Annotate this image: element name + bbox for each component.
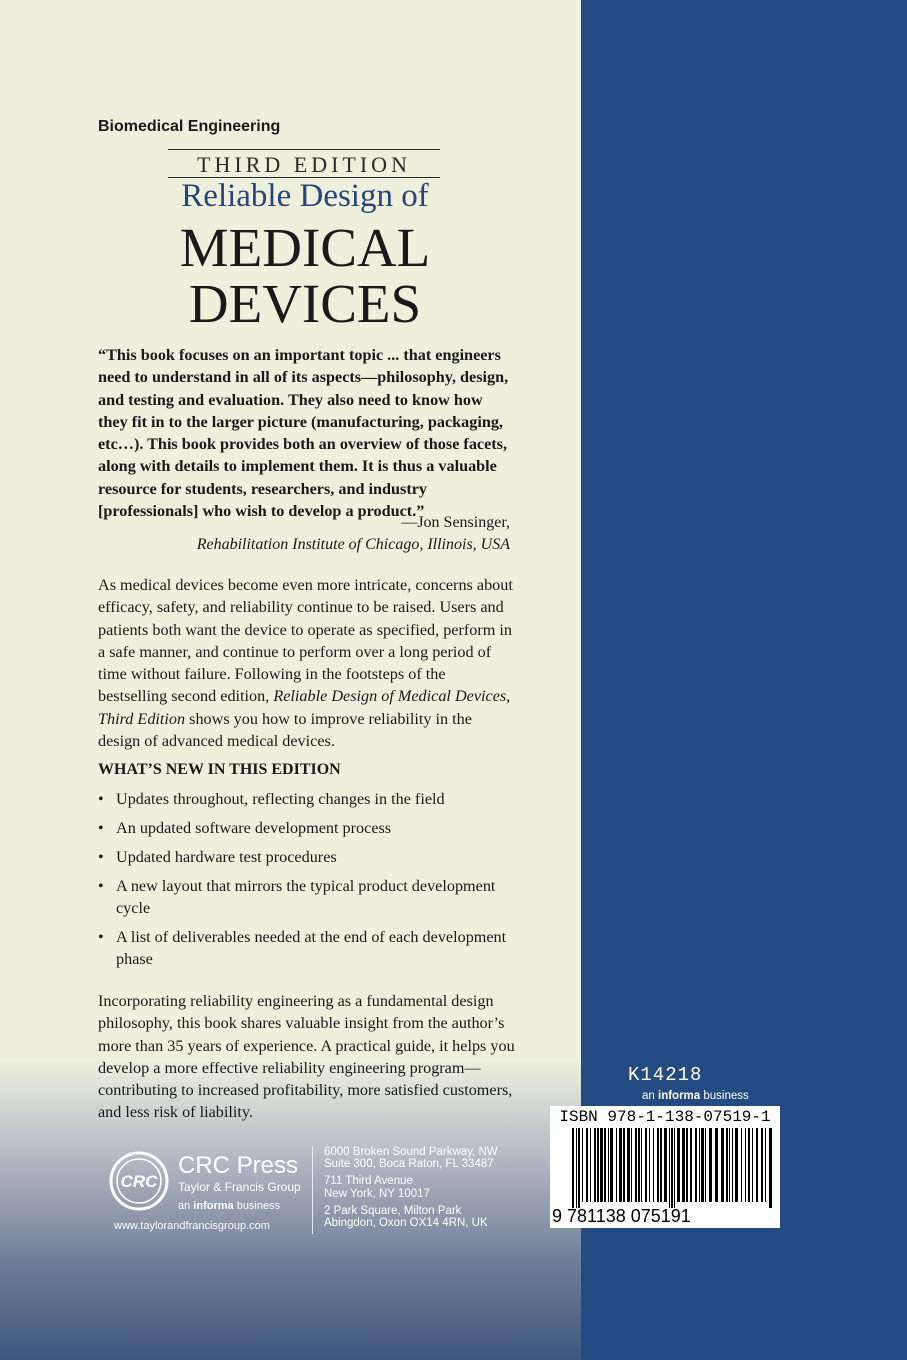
barcode-bar (604, 1128, 606, 1202)
barcode-bar (645, 1128, 647, 1202)
barcode-bar (578, 1128, 580, 1208)
barcode-bar (572, 1128, 574, 1208)
title-line-2: MEDICAL (179, 217, 431, 278)
address-line: 711 Third Avenue (324, 1175, 413, 1188)
bullet-icon: • (98, 928, 104, 946)
barcode-bar (610, 1128, 613, 1202)
list-item-text: A new layout that mirrors the typical product development cycle (116, 877, 496, 917)
barcode-bar (671, 1128, 673, 1208)
publisher-group: Taylor & Francis Group (178, 1180, 301, 1194)
barcode-bar (594, 1128, 596, 1202)
description-book-title: Reliable Design of Medical Devices, Third Edition (98, 687, 511, 728)
quote-affiliation: Rehabilitation Institute of Chicago, Illinois, USA (196, 536, 510, 553)
address-line: 2 Park Square, Milton Park (324, 1204, 462, 1217)
barcode-bar (735, 1128, 738, 1202)
barcode-bar (741, 1128, 742, 1202)
barcode-bar (576, 1128, 577, 1208)
quote-author: —Jon Sensinger, (401, 514, 510, 531)
bullet-icon: • (98, 819, 104, 837)
list-item (98, 788, 518, 810)
barcode-bar (699, 1128, 700, 1202)
barcode-bar (600, 1128, 603, 1202)
bullet-icon: • (98, 790, 104, 808)
publisher-url[interactable]: www.taylorandfrancisgroup.com (114, 1220, 270, 1232)
bullet-icon: • (98, 877, 104, 895)
publisher-name: CRC Press (178, 1152, 299, 1179)
address-line: Suite 300, Boca Raton, FL 33487 (324, 1158, 494, 1171)
informa-prefix: an (178, 1200, 194, 1212)
barcode-bar (709, 1128, 712, 1202)
description-text-end: shows you how to improve reliability in the design of advanced medical devices. (98, 709, 472, 751)
barcode-bar (769, 1128, 772, 1208)
barcode-bar (765, 1128, 766, 1202)
barcode-bar (745, 1128, 746, 1202)
crc-logo-icon (108, 1150, 170, 1212)
barcode-bar (677, 1128, 680, 1202)
barcode-bar (726, 1128, 728, 1202)
isbn-digits: 9 781138 075191 (552, 1206, 691, 1226)
publisher-address (324, 1146, 574, 1229)
barcode-bar (690, 1128, 692, 1202)
product-code: K14218 (628, 1064, 703, 1086)
book-description (98, 574, 516, 752)
informa-tag-brand: informa (658, 1090, 701, 1102)
barcode-bar (686, 1128, 688, 1202)
informa-brand: informa (193, 1200, 234, 1212)
bullet-icon: • (98, 848, 104, 866)
barcode-bar (705, 1128, 706, 1202)
barcode-bar (582, 1128, 583, 1202)
barcode-bar (638, 1128, 640, 1202)
barcode-bar (657, 1128, 659, 1202)
barcode-bar (748, 1128, 750, 1202)
whats-new-list (98, 788, 518, 977)
barcode-bar (623, 1128, 625, 1202)
barcode-bar (721, 1128, 724, 1202)
barcode-bar (660, 1128, 662, 1202)
title-line-1: Reliable Design of (181, 178, 429, 214)
informa-business-tag (642, 1090, 749, 1102)
informa-tag-suffix: business (700, 1090, 749, 1102)
address-line: 6000 Broken Sound Parkway, NW (324, 1146, 498, 1158)
barcode-bar (729, 1128, 730, 1202)
barcode-bar (641, 1128, 642, 1202)
barcode-bar (695, 1128, 697, 1202)
barcode-bar (619, 1128, 622, 1202)
list-item (98, 875, 518, 919)
list-item (98, 846, 518, 868)
endorsement-quote: “This book focuses on an important topic ... that engineers need to understand in all of its aspects—philosophy, design, and testing and evaluation. They also need to know how they fit in to the larger picture (manufacturing, packaging, etc…). This book provides both an overview of those facets, along with details to implement them. It is thus a valuable resource for students, researchers, and industry [professionals] who wish to develop a product.” (98, 346, 509, 521)
list-item (98, 926, 518, 970)
barcode-bar (635, 1128, 637, 1202)
barcode-bar (597, 1128, 599, 1202)
barcode-bar (674, 1128, 675, 1208)
edition-rule-top (168, 149, 440, 150)
isbn-barcode (550, 1106, 780, 1228)
whats-new-heading: WHAT’S NEW IN THIS EDITION (98, 761, 341, 778)
barcode-bar (756, 1128, 758, 1202)
barcode-bar (701, 1128, 704, 1202)
barcode-bar (631, 1128, 632, 1202)
barcode-bar (608, 1128, 609, 1202)
barcode-bar (627, 1128, 630, 1202)
isbn-label: ISBN 978-1-138-07519-1 (559, 1108, 771, 1126)
informa-tag-prefix: an (642, 1090, 658, 1102)
barcode-bar (664, 1128, 667, 1202)
barcode-bar (682, 1128, 685, 1202)
address-line: Abingdon, Oxon OX14 4RN, UK (324, 1217, 488, 1230)
barcode-bar (715, 1128, 718, 1202)
closing-paragraph: Incorporating reliability engineering as a fundamental design philosophy, this book shares valuable insight from the author’s more than 35 years of experience. A practical guide, it helps you develop a more effective reliability engineering program—contributing to increased profitability, more satisfied customers, and less risk of liability. (98, 992, 515, 1122)
title-line-3: DEVICES (188, 273, 422, 334)
barcode-bar (590, 1128, 591, 1202)
series-label: Biomedical Engineering (98, 118, 281, 135)
list-item-text: An updated software development process (116, 819, 392, 837)
barcode-bar (752, 1128, 753, 1202)
publisher-divider (312, 1146, 313, 1234)
crc-logo-text: CRC (120, 1172, 158, 1191)
edition-label: THIRD EDITION (197, 152, 411, 177)
informa-suffix: business (233, 1200, 281, 1212)
barcode-bar (669, 1128, 670, 1208)
barcode-bar (732, 1128, 733, 1202)
barcode-bar (586, 1128, 588, 1202)
list-item (98, 817, 518, 839)
address-line: New York, NY 10017 (324, 1187, 430, 1200)
list-item-text: A list of deliverables needed at the end of each development phase (116, 928, 507, 968)
barcode-bar (616, 1128, 617, 1202)
barcode-bar (761, 1128, 763, 1202)
barcode-bar (653, 1128, 654, 1202)
list-item-text: Updated hardware test procedures (116, 848, 337, 866)
list-item-text: Updates throughout, reflecting changes in the field (116, 790, 445, 808)
publisher-informa-line (178, 1200, 280, 1212)
description-text: As medical devices become even more intricate, concerns about efficacy, safety, and reliability continue to be raised. Users and patients both want the device to operate as specified, perform in a safe manner, and continue to perform over a long period of time without failure. Following in the footsteps of the bestselling second edition, (98, 576, 513, 706)
barcode-bar (649, 1128, 650, 1202)
